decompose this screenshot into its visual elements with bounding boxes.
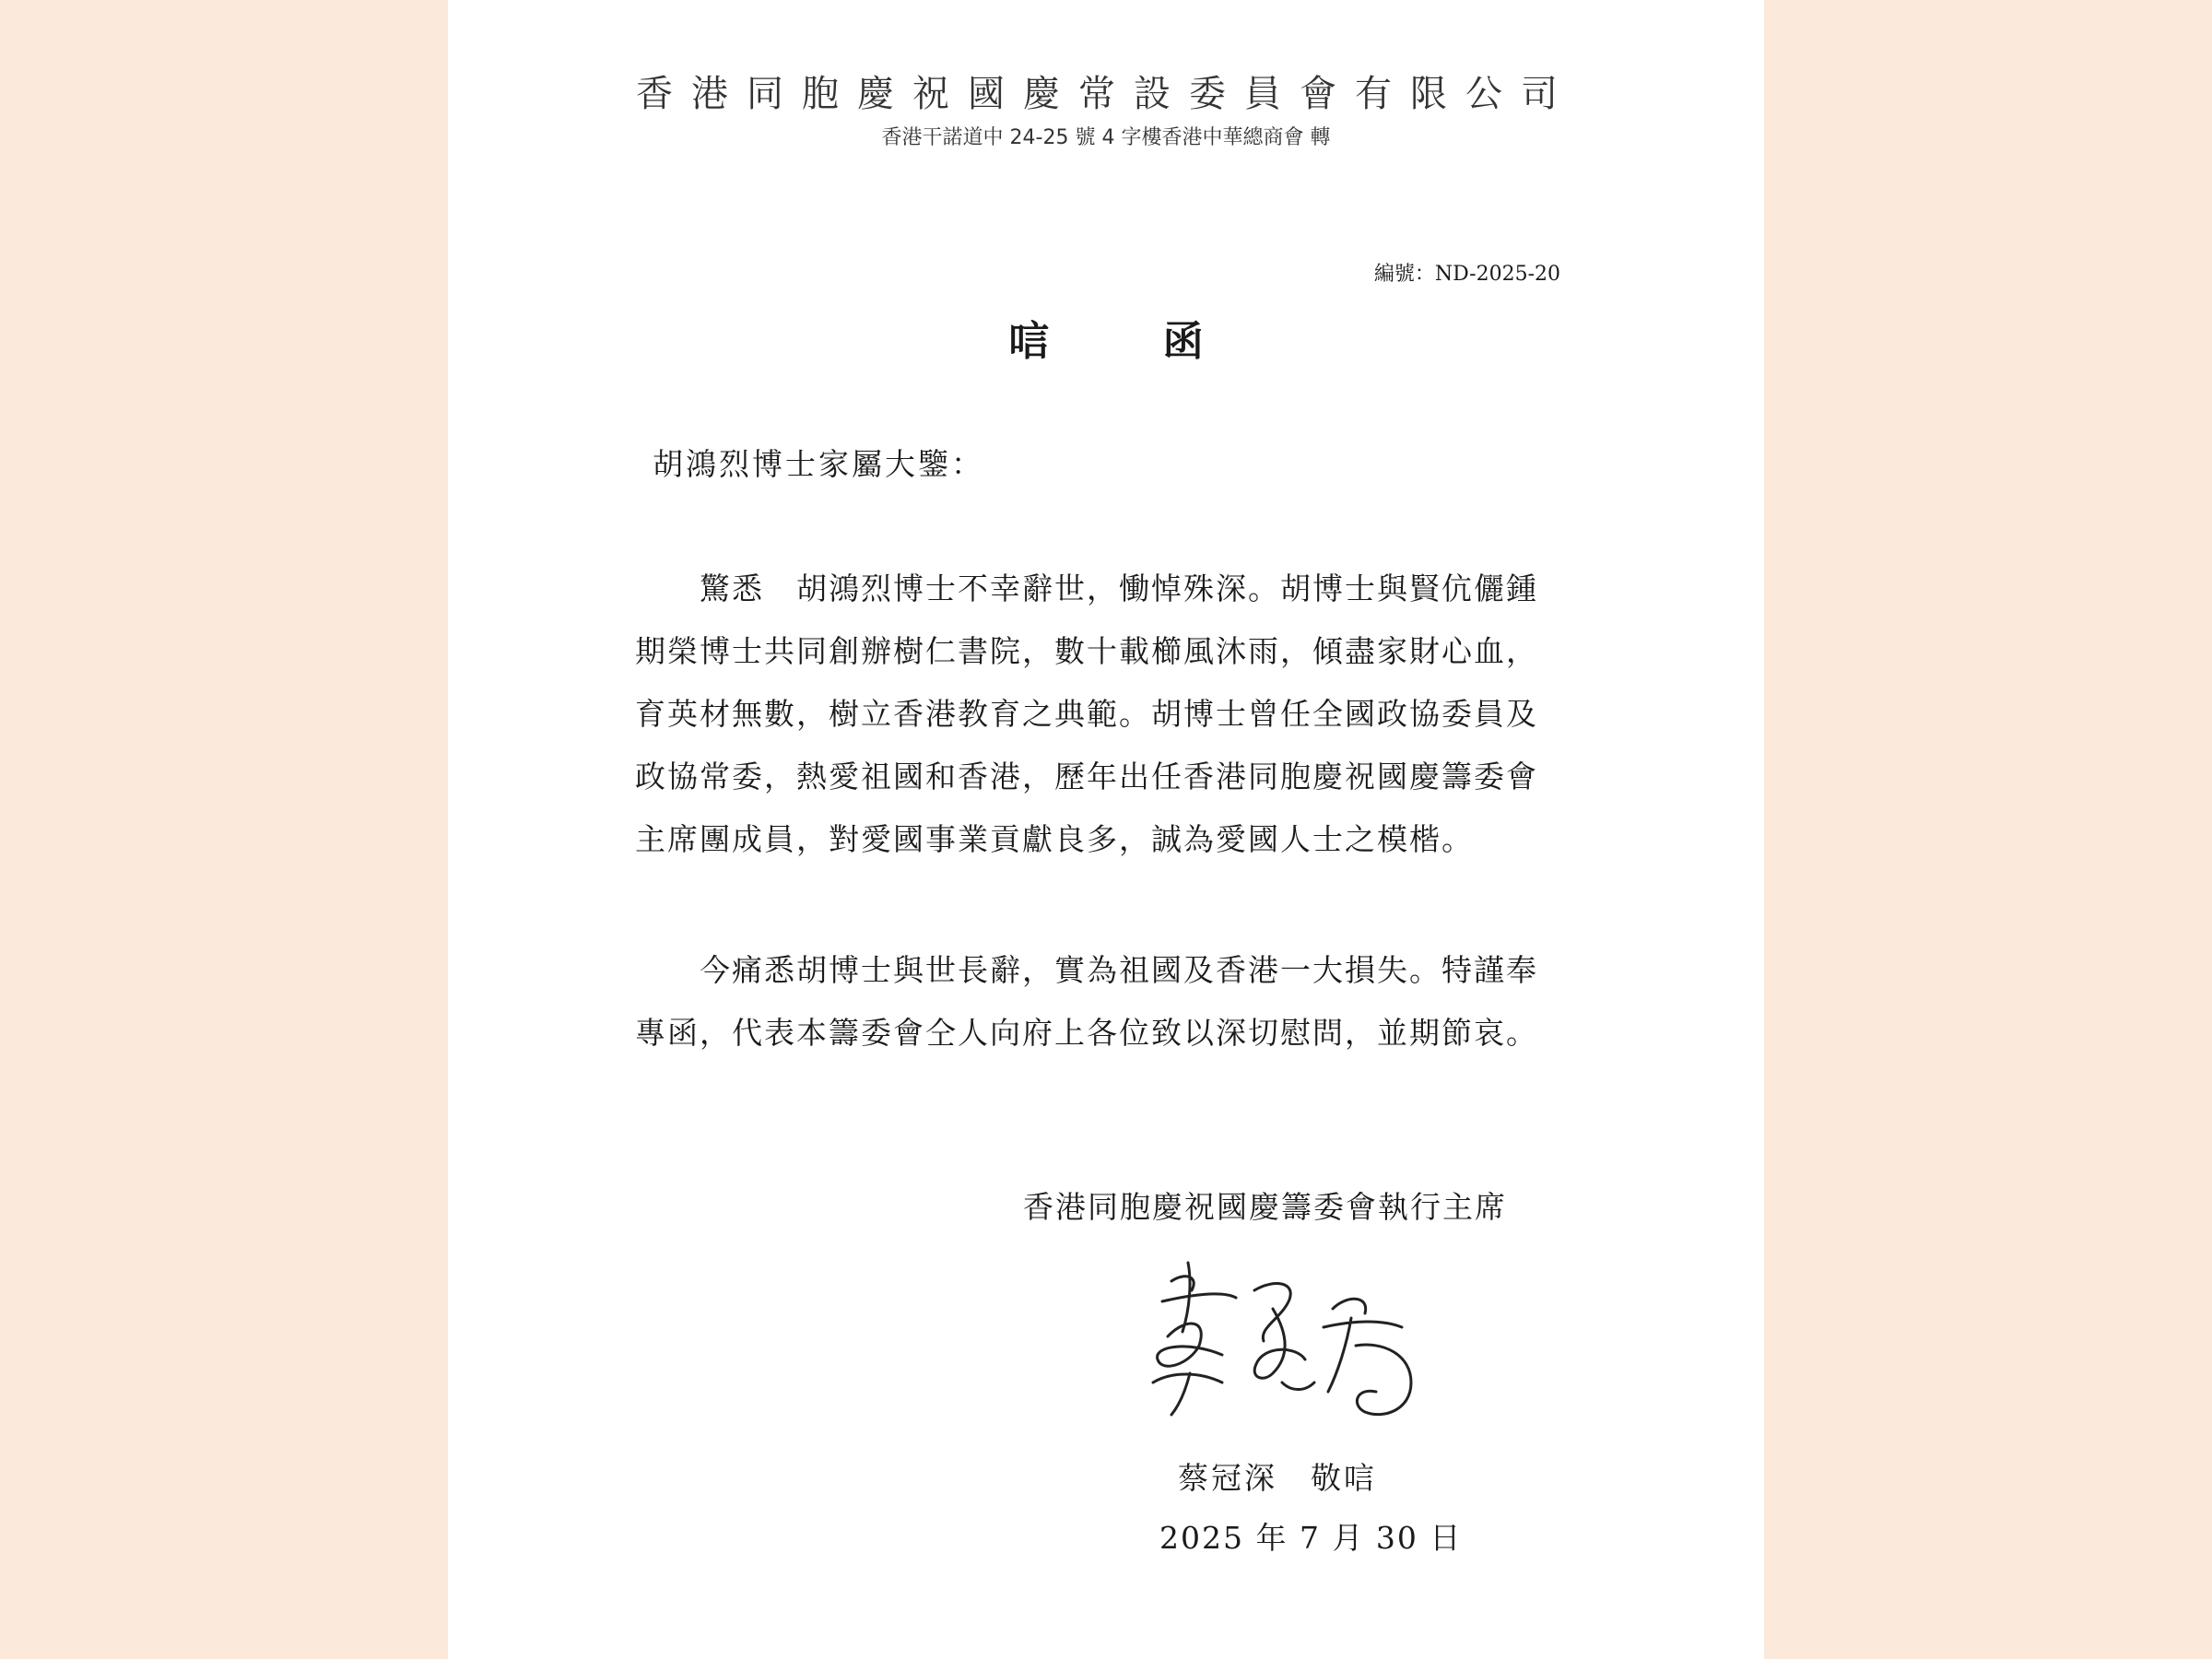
body-paragraph-2 [635, 939, 1584, 1065]
paragraph-line: 政協常委，熱愛祖國和香港，歷年出任香港同胞慶祝國慶籌委會 [635, 759, 1538, 794]
signatory-title: 香港同胞慶祝國慶籌委會執行主席 [1023, 1189, 1507, 1225]
letter-date: 2025 年 7 月 30 日 [1159, 1520, 1463, 1556]
handwritten-signature [1135, 1253, 1439, 1433]
reference-number: 編號：ND-2025-20 [1373, 263, 1560, 286]
paragraph-line: 驚悉 胡鴻烈博士不幸辭世，慟悼殊深。胡博士與賢伉儷鍾 [635, 571, 1538, 606]
body-paragraph-1 [635, 558, 1584, 871]
letterhead-address: 香港干諾道中 24-25 號 4 字樓香港中華總商會 轉 [881, 126, 1331, 149]
letter-page [448, 0, 1764, 1659]
salutation: 胡鴻烈博士家屬大鑒： [653, 446, 984, 482]
paragraph-line: 期榮博士共同創辦樹仁書院，數十載櫛風沐雨，傾盡家財心血， [635, 633, 1538, 669]
letterhead-organization: 香港同胞慶祝國慶常設委員會有限公司 [636, 73, 1576, 115]
paragraph-line: 專函，代表本籌委會仝人向府上各位致以深切慰問，並期節哀。 [635, 1015, 1538, 1051]
document-title: 唁 函 [1008, 318, 1253, 365]
signatory-name: 蔡冠深 敬唁 [1178, 1460, 1377, 1496]
paragraph-line: 主席團成員，對愛國事業貢獻良多，誠為愛國人士之模楷。 [635, 821, 1474, 857]
paragraph-line: 今痛悉胡博士與世長辭，實為祖國及香港一大損失。特謹奉 [635, 952, 1538, 988]
paragraph-line: 育英材無數，樹立香港教育之典範。胡博士曾任全國政協委員及 [635, 696, 1538, 732]
